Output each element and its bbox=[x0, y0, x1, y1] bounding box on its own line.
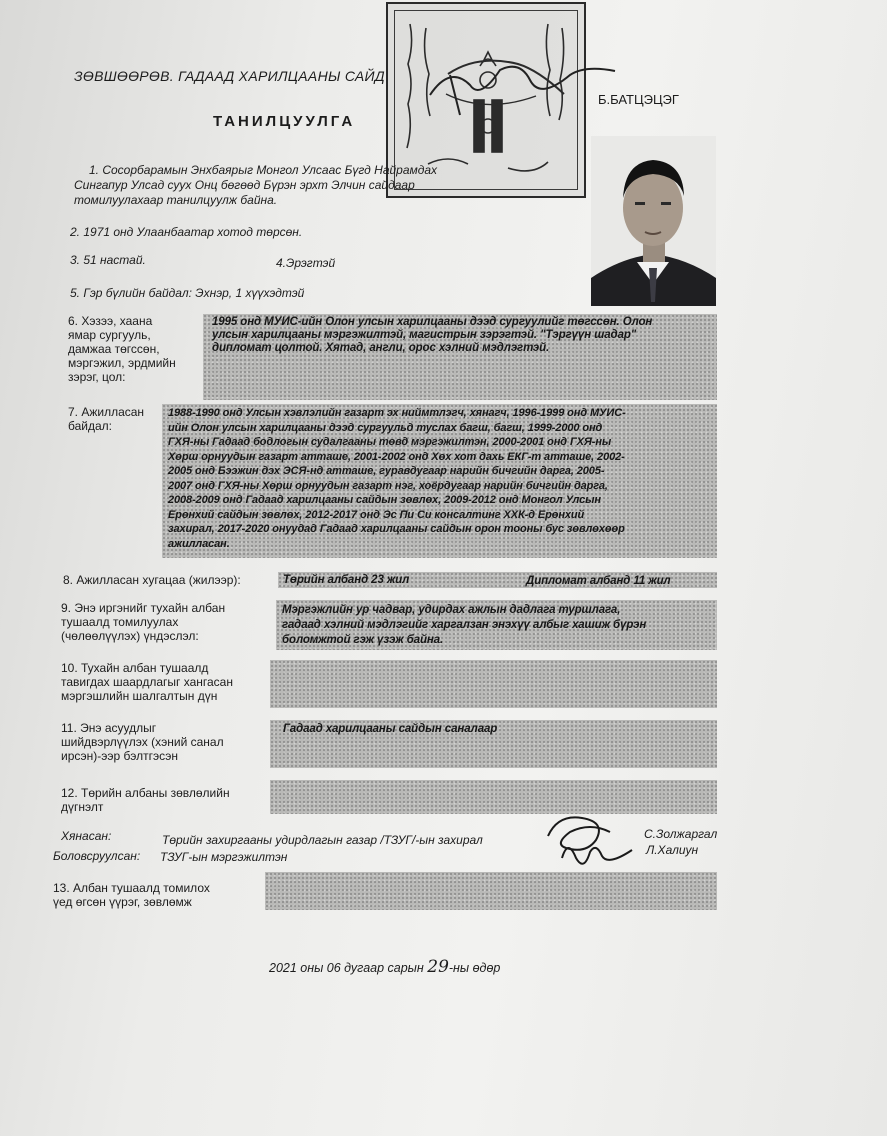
date-prefix: 2021 оны 06 дугаар сарын bbox=[269, 961, 424, 975]
checked-name: С.Золжаргал bbox=[644, 827, 718, 841]
checked-label: Хянасан: bbox=[61, 829, 112, 843]
tenure-label: 8. Ажилласан хугацаа (жилээр): bbox=[63, 573, 241, 587]
intro-line-1: 1. Сосорбарамын Энхбаярыг Монгол Улсаас Бүгд Найрамдах bbox=[89, 163, 438, 177]
employment-value: 1988-1990 онд Улсын хэвлэлийн газарт эх ниймтлэгч, хянагч, 1996-1999 онд МУИС- ийн Олон улсын харилцааны дээд сургуульд туслах багш, багш, 1999-2000 онд ГХЯ-ны Гадаад бодлогын судалгааны төвд мэргэжилтэн, 2000-2001 онд ГХЯ-ны Хөрш орнуудын газарт атташе, 2001-2002 онд Хөх хот дахь ЕКГ-т атташе, 2002- 2005 онд Бээжин дэх ЭСЯ-нд атташе, гуравдугаар нарийн бичгийн дарга, 2005- 2007 онд ГХЯ-ны Хөрш орнуудын газарт нэг, хоёрдугаар нарийн бичгийн дарга, 2008-2009 онд Гадаад харилцааны сайдын зөвлөх, 2009-2012 онд Монгол Улсын Ерөнхий сайдын зөвлөх, 2012-2017 онд Эс Пи Си консалтинг ХХК-д Ерөнхий захирал, 2017-2020 онуудад Гадаад харилцааны сайдын орон тооны бус зөвлөхөөр ажилласан. bbox=[168, 407, 626, 550]
instructions-label: 13. Албан тушаалд томилох үед өгсөн үүрэг, зөвлөмж bbox=[53, 881, 210, 909]
family-info: 5. Гэр бүлийн байдал: Эхнэр, 1 хүүхэдтэй bbox=[70, 286, 305, 300]
council-conclusion-field bbox=[270, 780, 717, 814]
employment-label: 7. Ажилласан байдал: bbox=[68, 405, 145, 433]
diplomatic-service-years: Дипломат албанд 11 жил bbox=[526, 575, 671, 587]
exam-result-field bbox=[270, 660, 717, 708]
approver-name: Б.БАТЦЭЦЭГ bbox=[598, 92, 679, 107]
reviewer-signatures bbox=[538, 806, 648, 876]
portrait-photo bbox=[591, 136, 716, 306]
instructions-field bbox=[265, 872, 717, 910]
prepared-label: Боловсруулсан: bbox=[53, 849, 141, 863]
date-day: 29 bbox=[427, 957, 449, 977]
date-suffix: -ны өдөр bbox=[448, 961, 501, 975]
education-value: 1995 онд МУИС-ийн Олон улсын харилцааны дээд сургуулийг төгссөн. Олон улсын харилцааны мэргэжилтэй, магистрын зэрэгтэй. "Тэргүүн шадар" дипломат цолтой. Хятад, англи, орос хэлний мэдлэгтэй. bbox=[212, 316, 653, 354]
checked-by: Төрийн захиргааны удирдлагын газар /ТЗУГ/-ын захирал bbox=[162, 833, 483, 847]
intro-line-3: томилуулахаар танилцуулж байна. bbox=[74, 193, 278, 207]
intro-line-2: Сингапур Улсад суух Онц бөгөөд Бүрэн эрхт Элчин сайдаар bbox=[74, 178, 415, 192]
age-info: 3. 51 настай. bbox=[70, 253, 146, 267]
gender-info: 4.Эрэгтэй bbox=[276, 256, 336, 270]
prepared-name: Л.Халиун bbox=[646, 843, 699, 857]
proposal-source-label: 11. Энэ асуудлыг шийдвэрлүүлэх (хэний санал ирсэн)-ээр бэлтгэсэн bbox=[61, 721, 224, 763]
appointment-basis-value: Мэргэжлийн ур чадвар, удирдах ажлын дадлага туршлага, гадаад хэлний мэдлэгийг харгалзан энэхүү албыг хашиж бүрэн боломжтой гэж үзэж байна. bbox=[282, 604, 647, 646]
approval-line: ЗӨВШӨӨРӨВ. ГАДААД ХАРИЛЦААНЫ САЙД bbox=[74, 68, 385, 84]
prepared-by: ТЗУГ-ын мэргэжилтэн bbox=[160, 850, 288, 864]
council-conclusion-label: 12. Төрийн албаны зөвлөлийн дүгнэлт bbox=[61, 786, 230, 814]
birth-info: 2. 1971 онд Улаанбаатар хотод төрсөн. bbox=[70, 225, 303, 239]
proposal-source-value: Гадаад харилцааны сайдын саналаар bbox=[283, 723, 498, 735]
document-date bbox=[269, 957, 501, 977]
education-label: 6. Хэзээ, хаана ямар сургууль, дамжаа төгссөн, мэргэжил, эрдмийн зэрэг, цол: bbox=[68, 314, 176, 384]
approver-signature bbox=[420, 55, 620, 125]
exam-result-label: 10. Тухайн албан тушаалд тавигдах шаардлагыг хангасан мэргэшлийн шалгалтын дүн bbox=[61, 661, 233, 703]
appointment-basis-label: 9. Энэ иргэнийг тухайн албан тушаалд томилуулах (чөлөөлүүлэх) үндэслэл: bbox=[61, 601, 226, 643]
document-title: ТАНИЛЦУУЛГА bbox=[213, 113, 356, 130]
civil-service-years: Төрийн албанд 23 жил bbox=[283, 574, 410, 586]
